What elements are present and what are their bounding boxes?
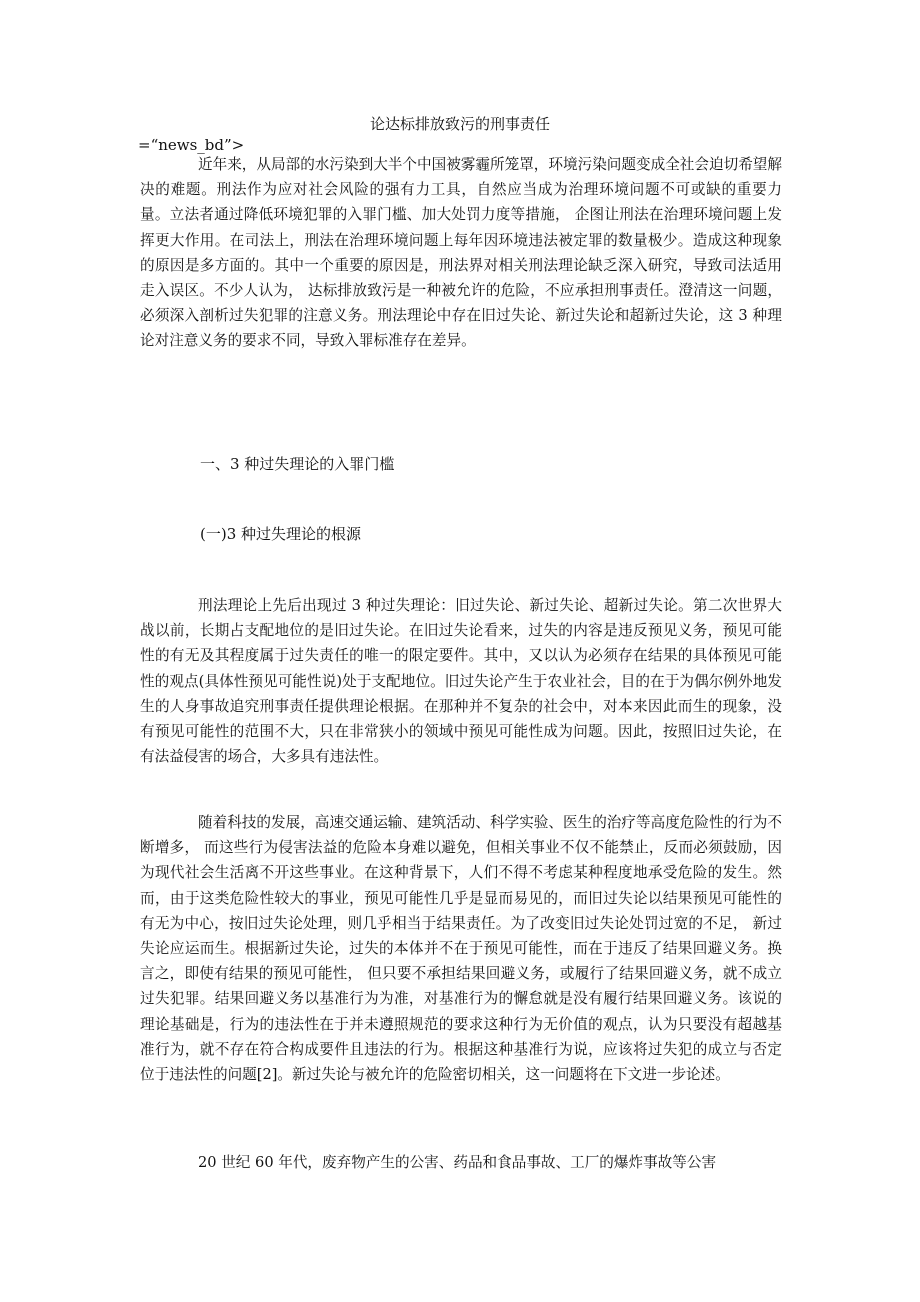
paragraph-sixties: 20 世纪 60 年代，废弃物产生的公害、药品和食品事故、工厂的爆炸事故等公害 xyxy=(198,1154,717,1171)
paragraph-intro: 近年来，从局部的水污染到大半个中国被雾霾所笼罩，环境污染问题变成全社会迫切希望解决的难题。刑法作为应对社会风险的强有力工具，自然应当成为治理环境问题不可或缺的重要力量。立法者通过降低环境犯罪的入罪门槛、加大处罚力度等措施， 企图让刑法在治理环境问题上发挥更大作用。在司法上，刑法在治理环境问题上每年因环境违法被定罪的数量极少。造成这种现象的原因是多方面的。其中一个重要的原因是，刑法界对相关刑法理论缺乏深入研究，导致司法适用走入误区。不少人认为， 达标排放致污是一种被允许的危险，不应承担刑事责任。澄清这一问题，必须深入剖析过失犯罪的注意义务。刑法理论中存在旧过失论、新过失论和超新过失论，这 3 种理论对注意义务的要求不同，导致入罪标准存在差异。 xyxy=(140,156,782,350)
paragraph-new-theory: 随着科技的发展，高速交通运输、建筑活动、科学实验、医生的治疗等高度危险性的行为不断增多， 而这些行为侵害法益的危险本身难以避免，但相关事业不仅不能禁止，反而必须鼓励，因为现代社会生活离不开这些事业。在这种背景下，人们不得不考虑某种程度地承受危险的发生。然而，由于这类危险性较大的事业，预见可能性几乎是显而易见的，而旧过失论以结果预见可能性的有无为中心，按旧过失论处理，则几乎相当于结果责任。为了改变旧过失论处罚过宽的不足， 新过失论应运而生。根据新过失论，过失的本体并不在于预见可能性，而在于违反了结果回避义务。换言之，即使有结果的预见可能性， 但只要不承担结果回避义务，或履行了结果回避义务，就不成立过失犯罪。结果回避义务以基准行为为准，对基准行为的懈怠就是没有履行结果回避义务。该说的理论基础是，行为的违法性在于并未遵照规范的要求这种行为无价值的观点，认为只要没有超越基准行为，就不存在符合构成要件且违法的行为。根据这种基准行为说，应该将过失犯的成立与否定位于违法性的问题[2]。新过失论与被允许的危险密切相关，这一问题将在下文进一步论述。 xyxy=(140,814,782,1084)
document-title: 论达标排放致污的刑事责任 xyxy=(369,115,550,133)
subsection-heading: (一)3 种过失理论的根源 xyxy=(200,525,362,543)
html-code-fragment: =“news_bd”> xyxy=(138,136,245,154)
section-heading: 一、3 种过失理论的入罪门槛 xyxy=(200,455,395,473)
paragraph-old-theory: 刑法理论上先后出现过 3 种过失理论：旧过失论、新过失论、超新过失论。第二次世界大战以前，长期占支配地位的是旧过失论。在旧过失论看来，过失的内容是违反预见义务，预见可能性的有无及其程度属于过失责任的唯一的限定要件。其中，又以认为必须存在结果的具体预见可能性的观点(具体性预见可能性说)处于支配地位。旧过失论产生于农业社会，目的在于为偶尔例外地发生的人身事故追究刑事责任提供理论根据。在那种并不复杂的社会中，对本来因此而生的现象，没有预见可能性的范围不大，只在非常狭小的领域中预见可能性成为问题。因此，按照旧过失论，在有法益侵害的场合，大多具有违法性。 xyxy=(140,597,782,766)
